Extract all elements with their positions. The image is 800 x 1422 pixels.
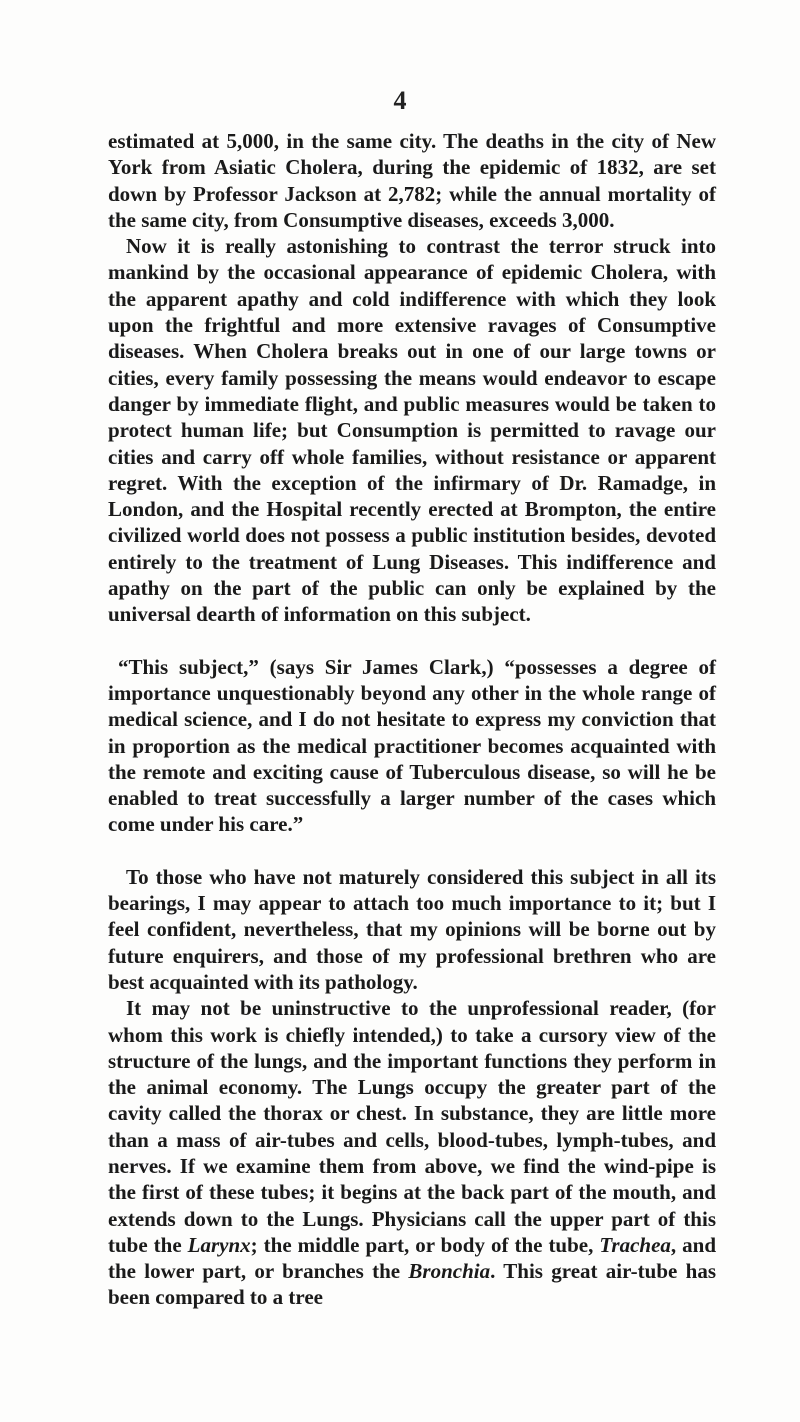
italic-term: Larynx <box>187 1232 251 1257</box>
italic-term: Bronchia <box>408 1259 491 1284</box>
paragraph-4 <box>108 864 716 995</box>
text-run: Now it is really astonishing to contrast the terror struck into mankind by the occasional appearance of epidemic Cholera, with the apparent apathy and cold indifference with which they look upon the frightful and more extensive ravages of Consumptive diseases. When Cholera breaks out in one of our large towns or cities, every family possessing the means would endeavor to escape danger by immediate flight, and public measures would be taken to protect human life; but Consumption is permitted to ravage our cities and carry off whole families, without resistance or apparent regret. With the exception of the infirmary of Dr. Ramadge, in London, and the Hospital recently erected at Brompton, the entire civilized world does not possess a public institution besides, devoted entirely to the treatment of Lung Diseases. This indifference and apathy on the part of the public can only be explained by the universal dearth of information on this subject. <box>108 234 716 627</box>
paragraph-3-quote <box>108 654 716 838</box>
italic-term: Trachea <box>599 1232 671 1257</box>
page-number: 4 <box>393 86 407 115</box>
text-run: estimated at 5,000, in the same city. The deaths in the city of New York from Asiatic Cholera, during the epidemic of 1832, are set down by Professor Jackson at 2,782; while the annual mortality of the same city, from Consumptive diseases, exceeds 3,000. <box>108 129 716 232</box>
text-run: To those who have not maturely considered this subject in all its bearings, I may appear to attach too much importance to it; but I feel confident, nevertheless, that my opinions will be borne out by future enquirers, and those of my professional brethren who are best acquainted with its pathology. <box>108 864 716 994</box>
text-run: , and the lower part, or branches the <box>108 1232 717 1284</box>
body-text <box>108 128 716 1311</box>
text-run: . This great air-tube has been compared to a tree <box>108 1259 716 1310</box>
text-run: “This subject,” (says Sir James Clark,) “possesses a degree of importance unquestionably beyond any other in the whole range of medical science, and I do not hesitate to express my conviction that in proportion as the medical practitioner becomes acquainted with the remote and exciting cause of Tuberculous disease, so will he be enabled to treat successfully a larger number of the cases which come under his care.” <box>108 654 716 837</box>
paragraph-1 <box>108 128 716 233</box>
paragraph-5 <box>108 995 716 1311</box>
paragraph-2 <box>108 233 716 627</box>
text-run: ; the middle part, or body of the tube, <box>250 1232 600 1257</box>
text-run: It may not be uninstructive to the unprofessional reader, (for whom this work is chiefly intended,) to take a cursory view of the structure of the lungs, and the important functions they perform in the animal economy. The Lungs occupy the greater part of the cavity called the thorax or chest. In substance, they are little more than a mass of air-tubes and cells, blood-tubes, lymph-tubes, and nerves. If we examine them from above, we find the wind-pipe is the first of these tubes; it begins at the back part of the mouth, and extends down to the Lungs. Physicians call the upper part of this tube the <box>108 996 716 1257</box>
